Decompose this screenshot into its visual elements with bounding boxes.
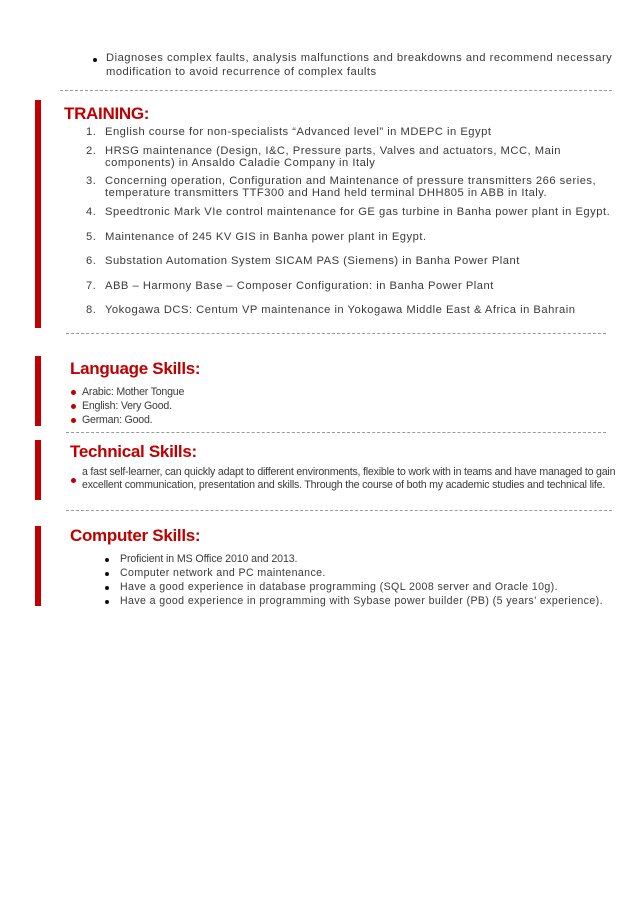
- language-item: German: Good.: [82, 414, 153, 426]
- divider: [66, 432, 606, 433]
- section-accent-bar: [35, 356, 41, 426]
- section-accent-bar: [35, 526, 41, 606]
- section-accent-bar: [35, 100, 41, 328]
- language-item: English: Very Good.: [82, 400, 172, 412]
- divider: [66, 333, 606, 334]
- training-heading: TRAINING:: [64, 104, 150, 123]
- bullet-dot: [93, 58, 97, 62]
- computer-item: Proficient in MS Office 2010 and 2013.: [120, 553, 298, 565]
- bullet-dot: [71, 390, 76, 395]
- computer-item: Computer network and PC maintenance.: [120, 567, 326, 579]
- technical-text-line2: excellent communication, presentation and skills. Through the course of both my academic studies and technical life.: [82, 479, 606, 491]
- top-bullet-line2: modification to avoid recurrence of complex faults: [106, 66, 377, 78]
- divider: [66, 510, 612, 511]
- top-bullet-line1: Diagnoses complex faults, analysis malfunctions and breakdowns and recommend necessary: [106, 52, 613, 64]
- computer-heading: Computer Skills:: [70, 526, 201, 545]
- bullet-dot: [105, 558, 109, 562]
- bullet-dot: [105, 586, 109, 590]
- language-heading: Language Skills:: [70, 359, 201, 378]
- technical-heading: Technical Skills:: [70, 442, 197, 461]
- divider: [60, 90, 612, 91]
- bullet-dot: [71, 404, 76, 409]
- technical-text-line1: a fast self-learner, can quickly adapt to different environments, flexible to work with in teams and have managed to gain: [82, 466, 616, 478]
- bullet-dot: [71, 418, 76, 423]
- language-item: Arabic: Mother Tongue: [82, 386, 185, 398]
- computer-item: Have a good experience in programming with Sybase power builder (PB) (5 years’ experience).: [120, 595, 603, 607]
- bullet-dot: [105, 572, 109, 576]
- bullet-dot: [105, 600, 109, 604]
- computer-item: Have a good experience in database programming (SQL 2008 server and Oracle 10g).: [120, 581, 558, 593]
- section-accent-bar: [35, 440, 41, 500]
- bullet-dot: [71, 478, 76, 483]
